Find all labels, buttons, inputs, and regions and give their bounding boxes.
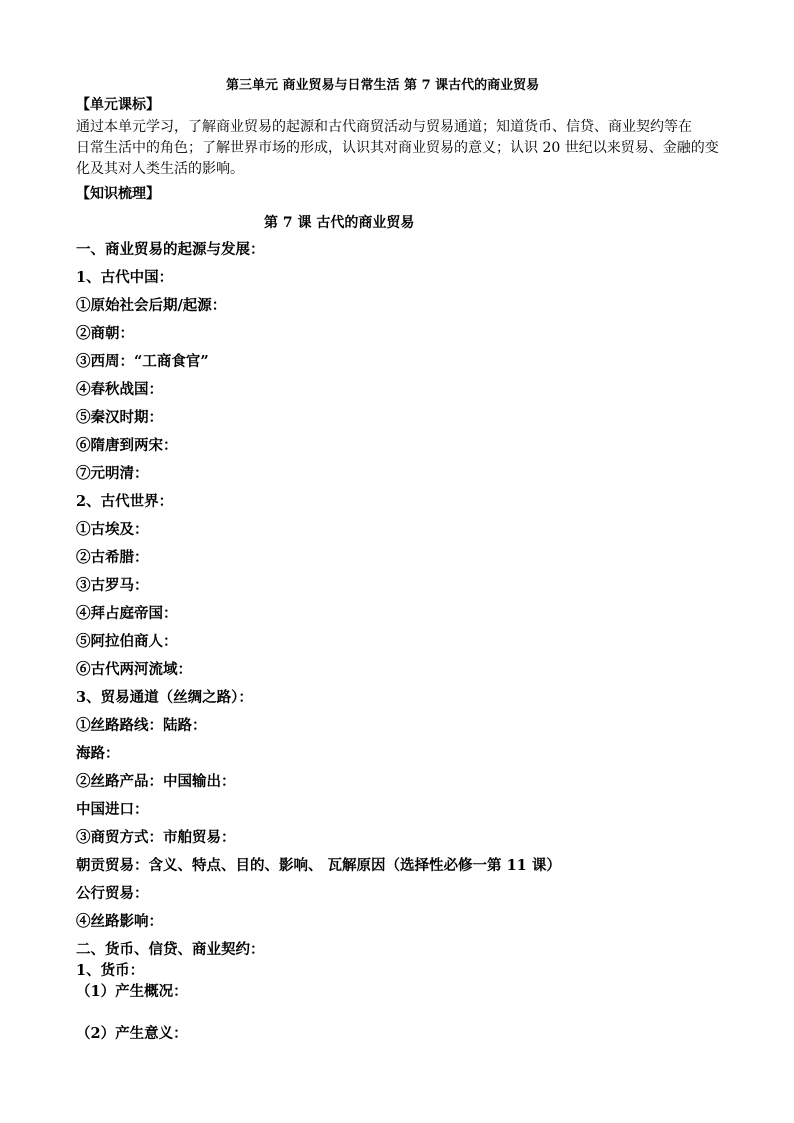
outline-item: ④春秋战国： xyxy=(76,381,163,398)
outline-item: （2）产生意义： xyxy=(76,1025,188,1042)
outline-item: ①丝路路线：陆路： xyxy=(76,717,207,734)
outline-item: ④丝路影响： xyxy=(76,913,163,930)
outline-item: 朝贡贸易：含义、特点、目的、影响、 瓦解原因（选择性必修一第 11 课） xyxy=(76,857,561,874)
outline-item: ⑦元明清： xyxy=(76,465,149,482)
section-heading: 一、商业贸易的起源与发展： xyxy=(76,241,265,258)
knowledge-heading: 【知识梳理】 xyxy=(76,186,160,202)
section-heading: 二、货币、信贷、商业契约： xyxy=(76,941,265,958)
outline-item: 公行贸易： xyxy=(76,885,149,902)
outline-item: ⑤阿拉伯商人： xyxy=(76,633,178,650)
unit-standard-line-3: 化及其对人类生活的影响。 xyxy=(76,161,244,177)
outline-item: （1）产生概况： xyxy=(76,983,188,1000)
outline-item: ⑥隋唐到两宋： xyxy=(76,437,178,454)
unit-standard-heading: 【单元课标】 xyxy=(76,97,160,113)
document-title: 第三单元 商业贸易与日常生活 第 7 课古代的商业贸易 xyxy=(226,78,540,93)
outline-item: ②商朝： xyxy=(76,325,134,342)
lesson-title: 第 7 课 古代的商业贸易 xyxy=(264,215,415,231)
outline-item: 中国进口： xyxy=(76,801,149,818)
outline-item: ⑤秦汉时期： xyxy=(76,409,163,426)
outline-item: ②古希腊： xyxy=(76,549,149,566)
subsection-heading: 1、货币： xyxy=(76,962,145,979)
outline-item: ①古埃及： xyxy=(76,521,149,538)
outline-item: 海路： xyxy=(76,745,120,762)
outline-item: ②丝路产品：中国输出： xyxy=(76,773,236,790)
unit-standard-line-1: 通过本单元学习，了解商业贸易的起源和古代商贸活动与贸易通道；知道货币、信贷、商业契约等在 xyxy=(76,119,692,135)
unit-standard-line-2: 日常生活中的角色；了解世界市场的形成，认识其对商业贸易的意义；认识 20 世纪以来贸易、金融的变 xyxy=(76,140,719,156)
outline-item: ③西周：“工商食官” xyxy=(76,353,209,370)
outline-item: ①原始社会后期/起源： xyxy=(76,297,227,314)
outline-item: ③古罗马： xyxy=(76,577,149,594)
outline-item: ④拜占庭帝国： xyxy=(76,605,178,622)
outline-item: ③商贸方式：市舶贸易： xyxy=(76,829,236,846)
subsection-heading: 2、古代世界： xyxy=(76,493,174,510)
outline-item: ⑥古代两河流域： xyxy=(76,661,192,678)
subsection-heading: 3、贸易通道（丝绸之路）： xyxy=(76,689,253,706)
subsection-heading: 1、古代中国： xyxy=(76,269,174,286)
